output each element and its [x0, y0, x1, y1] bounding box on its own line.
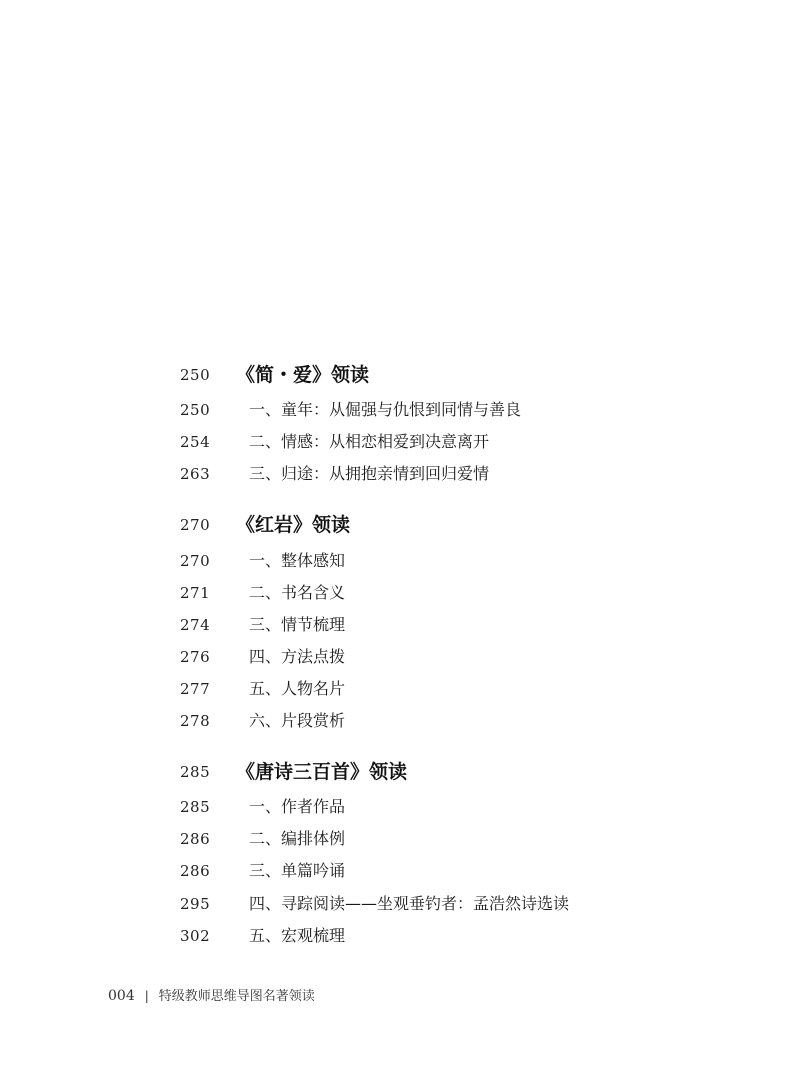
toc-chapter-title: 二、书名含义 [249, 583, 346, 602]
toc-chapter-entry[interactable] [0, 675, 790, 703]
toc-page-number: 302 [180, 927, 211, 945]
toc-chapter-title: 二、情感：从相恋相爱到决意离开 [249, 432, 490, 451]
toc-page-number: 250 [180, 401, 211, 419]
toc-chapter-entry[interactable] [0, 793, 790, 821]
toc-chapter-entry[interactable] [0, 428, 790, 456]
footer-separator: | [144, 989, 149, 1003]
toc-chapter-title: 二、编排体例 [249, 829, 346, 848]
toc-chapter-entry[interactable] [0, 857, 790, 885]
toc-chapter-title: 四、寻踪阅读——坐观垂钓者：孟浩然诗选读 [249, 894, 570, 913]
toc-page-number: 270 [180, 552, 211, 570]
toc-chapter-title: 五、人物名片 [249, 679, 346, 698]
page-footer [108, 984, 315, 1008]
toc-book-title: 《唐诗三百首》领读 [236, 761, 408, 783]
toc-page-number: 276 [180, 648, 211, 666]
toc-chapter-entry[interactable] [0, 396, 790, 424]
toc-page-number: 271 [180, 584, 211, 602]
toc-page-number: 285 [180, 763, 211, 781]
toc-book-entry[interactable] [0, 758, 790, 786]
toc-page-number: 285 [180, 798, 211, 816]
toc-page-number: 254 [180, 433, 211, 451]
toc-page-number: 277 [180, 680, 211, 698]
toc-chapter-title: 六、片段赏析 [249, 711, 346, 730]
toc-book-entry[interactable] [0, 511, 790, 539]
toc-book-title: 《简・爱》领读 [236, 364, 370, 386]
toc-chapter-entry[interactable] [0, 922, 790, 950]
toc-page-number: 250 [180, 366, 211, 384]
toc-page-number: 278 [180, 712, 211, 730]
toc-chapter-entry[interactable] [0, 579, 790, 607]
toc-book-title: 《红岩》领读 [236, 514, 351, 536]
toc-chapter-entry[interactable] [0, 611, 790, 639]
toc-page-number: 263 [180, 465, 211, 483]
toc-chapter-title: 三、归途：从拥抱亲情到回归爱情 [249, 464, 490, 483]
toc-page-number: 270 [180, 516, 211, 534]
toc-chapter-title: 四、方法点拨 [249, 647, 346, 666]
toc-chapter-title: 一、童年：从倔强与仇恨到同情与善良 [249, 400, 522, 419]
toc-page-number: 286 [180, 830, 211, 848]
toc-chapter-title: 一、整体感知 [249, 551, 346, 570]
toc-chapter-title: 三、单篇吟诵 [249, 861, 346, 880]
toc-chapter-title: 一、作者作品 [249, 797, 346, 816]
toc-chapter-title: 三、情节梳理 [249, 615, 346, 634]
toc-chapter-entry[interactable] [0, 460, 790, 488]
footer-book-title: 特级教师思维导图名著领读 [158, 989, 315, 1004]
footer-page-number: 004 [108, 988, 135, 1004]
toc-book-entry[interactable] [0, 361, 790, 389]
toc-page-number: 295 [180, 895, 211, 913]
toc-chapter-entry[interactable] [0, 547, 790, 575]
toc-chapter-entry[interactable] [0, 825, 790, 853]
toc-chapter-title: 五、宏观梳理 [249, 926, 346, 945]
toc-chapter-entry[interactable] [0, 707, 790, 735]
toc-page-number: 286 [180, 862, 211, 880]
toc-chapter-entry[interactable] [0, 643, 790, 671]
toc-chapter-entry[interactable] [0, 890, 790, 918]
toc-page-number: 274 [180, 616, 211, 634]
